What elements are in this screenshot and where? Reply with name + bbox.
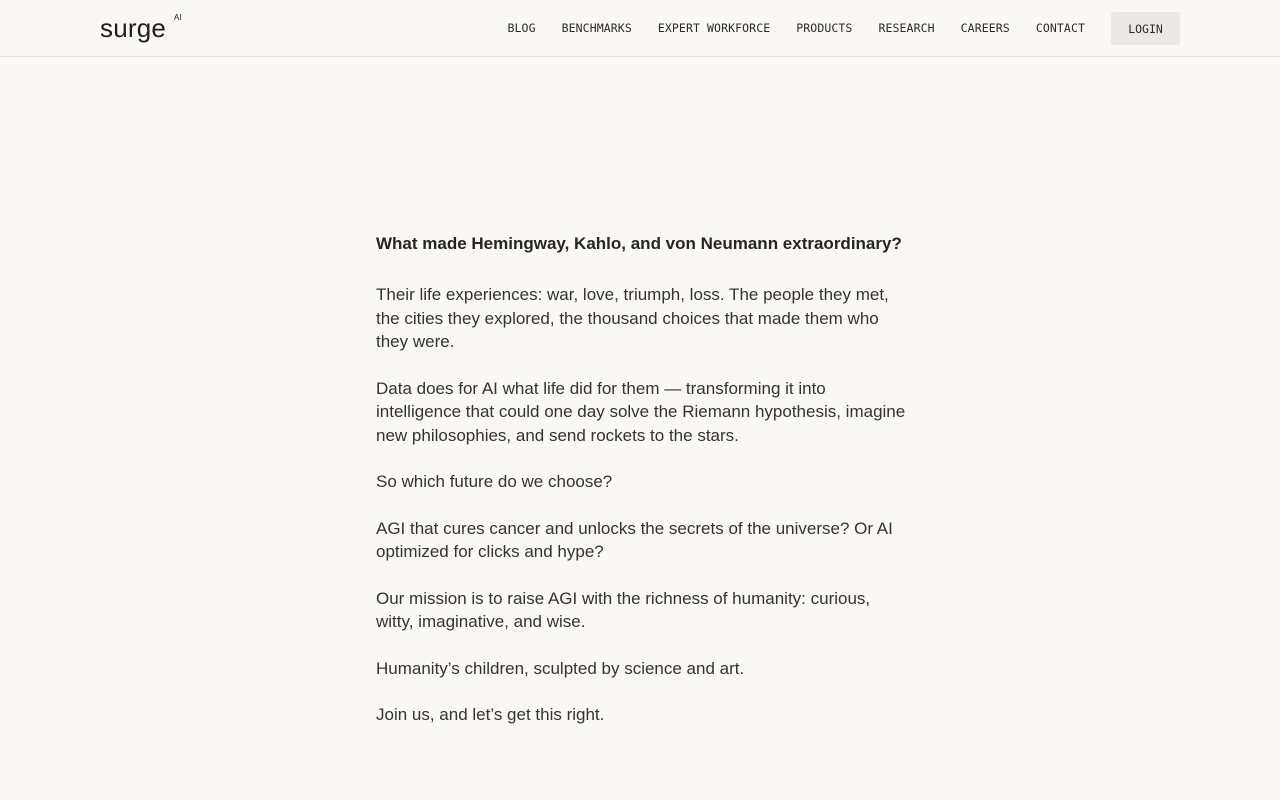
paragraph-mission: Our mission is to raise AGI with the richness of humanity: curious, witty, imaginative, and wise. <box>376 588 871 631</box>
logo-ai-superscript: AI <box>174 13 182 22</box>
site-header <box>0 0 1280 57</box>
paragraph-humanity-children: Humanity’s children, sculpted by science and art. <box>376 658 745 678</box>
nav-link-products[interactable]: PRODUCTS <box>796 21 853 35</box>
main-nav <box>508 12 1181 45</box>
logo[interactable] <box>100 12 182 44</box>
nav-link-expert-workforce[interactable]: EXPERT WORKFORCE <box>657 21 771 35</box>
page-heading: What made Hemingway, Kahlo, and von Neumann extraordinary? <box>376 234 902 253</box>
nav-link-careers[interactable]: CAREERS <box>960 21 1010 35</box>
paragraph-agi-choice: AGI that cures cancer and unlocks the secrets of the universe? Or AI optimized for clicks and hype? <box>376 518 893 561</box>
nav-link-contact[interactable]: CONTACT <box>1035 21 1085 35</box>
nav-link-research[interactable]: RESEARCH <box>878 21 935 35</box>
logo-wordmark: surge <box>100 13 167 43</box>
paragraph-life-experiences: Their life experiences: war, love, triumph, loss. The people they met, the cities they explored, the thousand choices that made them who they were. <box>376 285 889 351</box>
paragraph-data-for-ai: Data does for AI what life did for them — transforming it into intelligence that could one day solve the Riemann hypothesis, imagine new philosophies, and send rockets to the stars. <box>376 378 906 445</box>
login-button[interactable]: LOGIN <box>1111 12 1180 45</box>
nav-link-benchmarks[interactable]: BENCHMARKS <box>561 21 632 35</box>
nav-link-blog[interactable]: BLOG <box>507 21 536 35</box>
paragraph-which-future: So which future do we choose? <box>376 472 613 491</box>
paragraph-join-us: Join us, and let’s get this right. <box>376 705 605 724</box>
mission-statement <box>376 232 906 750</box>
